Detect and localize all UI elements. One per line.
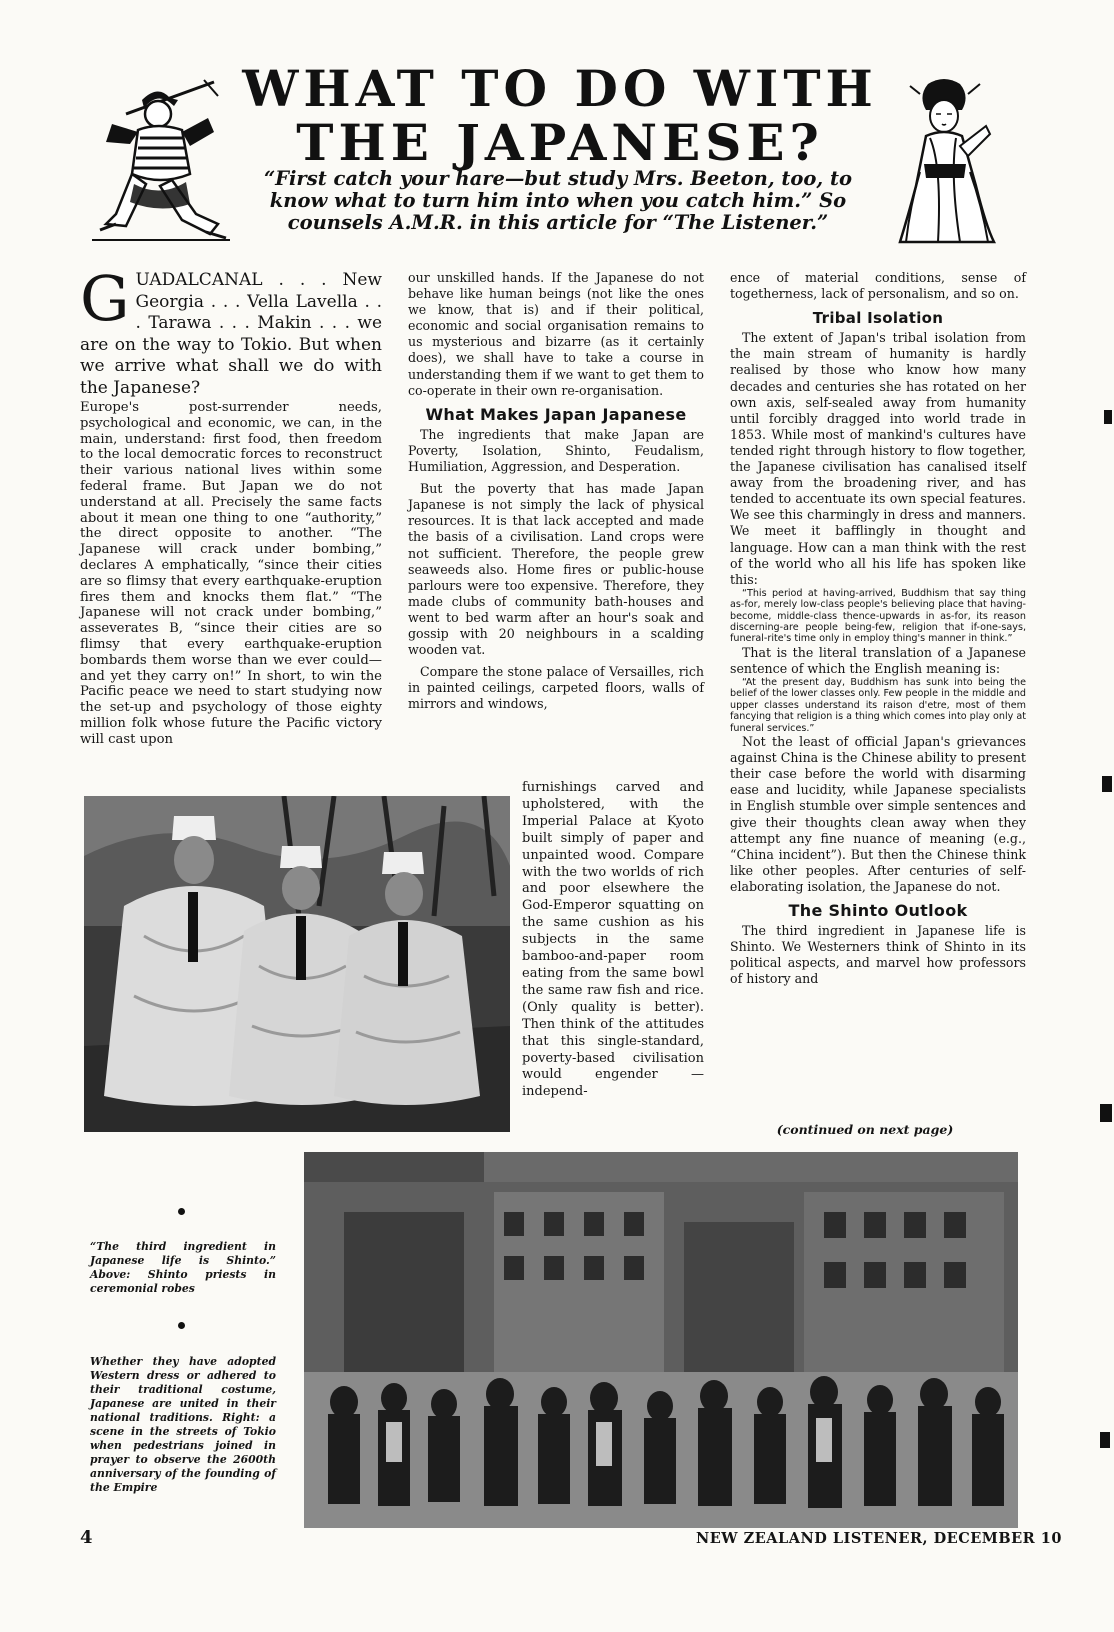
- col2-p4b: furnishings carved and upholstered, with the Imperial Palace at Kyoto built simply of paper and unpainted wood. Compare with the two worlds of rich and poor elsewhere the God-Emperor squatting on the same cushion as his subjects in the same bamboo-and-paper room eating from the same bowl the same raw fish and rice. (Only quality is better). Then think of the attitudes that this single-standard, poverty-based civilisation would engender — independ-: [522, 780, 704, 1100]
- page-number: 4: [80, 1527, 93, 1548]
- col2-p4a: Compare the stone palace of Versailles, rich in painted ceilings, carpeted floors, walls of mirrors and windows,: [408, 664, 704, 712]
- col2-p1: our unskilled hands. If the Japanese do not behave like human beings (not like the ones we know, that is) and if their political, economic and social organisation remains to us mysterious and bizarre (as it certainly does), we shall have to take a course in understanding them if we want to get them to co-operate in their own re-organisation.: [408, 270, 704, 398]
- col2-p2: The ingredients that make Japan are Poverty, Isolation, Shinto, Feudalism, Humiliation, Aggression, and Desperation.: [408, 426, 704, 475]
- literal-translation-quote: “This period at having-arrived, Buddhism that say thing as-for, merely low-class people's believing place that having-become, middle-class thence-upwards in as-for, its reason discerning-are people being-few, religion that if-one-says, funeral-rite's time only in employ thing's manner in think.”: [730, 587, 1026, 645]
- lead-text: UADALCANAL . . . New Georgia . . . Vella Lavella . . . Tarawa . . . Makin . . . we are on the way to Tokio. But when we arrive what shall we do with the Japanese?: [80, 270, 382, 398]
- column-1: [80, 262, 382, 748]
- masthead-footer: NEW ZEALAND LISTENER, DECEMBER 10: [696, 1530, 1062, 1547]
- continued-note: (continued on next page): [776, 1122, 954, 1137]
- margin-mark-2: [1102, 776, 1112, 792]
- caption-bullet-2: [178, 1322, 185, 1329]
- heading-what-makes-japan: What Makes Japan Japanese: [425, 404, 687, 424]
- headline-line-1: WHAT TO DO WITH: [242, 59, 878, 118]
- geisha-illustration: [890, 76, 1000, 248]
- street-caption: Whether they have adopted Western dress or adhered to their traditional costume, Japanese are united in their national traditions. Right: a scene in the streets of Tokio when pedestrians joined in prayer to observe the 2600th anniversary of the founding of the Empire: [90, 1355, 276, 1494]
- priests-caption: “The third ingredient in Japanese life is Shinto.” Above: Shinto priests in ceremonial robes: [90, 1240, 276, 1295]
- standfirst: “First catch your hare—but study Mrs. Beeton, too, to know what to turn him into when you catch him.” So counsels A.M.R. in this article for “The Listener.”: [263, 167, 853, 234]
- heading-shinto-outlook: The Shinto Outlook: [788, 900, 968, 920]
- drop-cap: G: [80, 262, 130, 335]
- margin-mark-3: [1100, 1104, 1112, 1122]
- col3-p5: The third ingredient in Japanese life is Shinto. We Westerners think of Shinto in its political aspects, and marvel how professors of history and: [730, 923, 1026, 987]
- shinto-priests-photo: [84, 796, 510, 1132]
- col3-p3: That is the literal translation of a Japanese sentence of which the English meaning is:: [730, 644, 1026, 676]
- column-2: [408, 270, 704, 712]
- lead-paragraph: [80, 262, 382, 399]
- headline-line-2: THE JAPANESE?: [296, 113, 824, 172]
- margin-mark-4: [1100, 1432, 1110, 1448]
- column-3: [730, 270, 1026, 987]
- tokio-street-photo: [304, 1152, 1018, 1528]
- caption-bullet-1: [178, 1208, 185, 1215]
- col3-p1: ence of material conditions, sense of togetherness, lack of personalism, and so on.: [730, 270, 1026, 302]
- col1-body: Europe's post-surrender needs, psychological and economic, we can, in the main, understand: first food, then freedom to the local democratic forces to reconstruct their various national lives within some federal frame. But Japan we do not understand at all. Precisely the same facts about it mean one thing to one “authority,” the direct opposite to another. “The Japanese will crack under bombing,” declares A emphatically, “since their cities are so flimsy that every earthquake-eruption fires them and knocks them flat.” “The Japanese will not crack under bombing,” asseverates B, “since their cities are so flimsy that every earthquake-eruption bombards them worse than we ever could—and yet they carry on!” In short, to win the Pacific peace we need to start studying now the set-up and psychology of those eighty million folk whose future the Pacific victory will cast upon: [80, 400, 382, 747]
- article-headline: [240, 59, 880, 172]
- col3-p2: The extent of Japan's tribal isolation from the main stream of humanity is hardly realised by those who know how many decades and centuries she has rotated on her own axis, self-sealed away from humanity until forcibly dragged into world trade in 1853. While most of mankind's cultures have tended right through history to flow together, the Japanese civilisation has canalised itself away from the broadening river, and has tended to accentuate its own special features. We see this charmingly in dress and manners. We meet it bafflingly in thought and language. How can a man think with the rest of the world who all his life has spoken like this:: [730, 330, 1026, 587]
- samurai-illustration: [86, 74, 236, 249]
- margin-mark-1: [1104, 410, 1112, 424]
- english-meaning-quote: “At the present day, Buddhism has sunk into being the belief of the lower classes only. Few people in the middle and upper classes understand its raison d'etre, most of them fancying that religion is a thing which comes into play only at funeral services.”: [730, 677, 1027, 734]
- column-2-narrow: [522, 780, 704, 1101]
- heading-tribal-isolation: Tribal Isolation: [812, 309, 944, 328]
- col2-p3: But the poverty that has made Japan Japanese is not simply the lack of physical resources. It is that lack accepted and made the basis of a civilisation. Land crops were not sufficient. Therefore, the people grew seaweeds also. Home fires or public-house parlours were too expensive. Therefore, they made clubs of community bath-houses and went to bed warm after an hour's soak and gossip with 20 neighbours in a scalding wooden vat.: [408, 481, 704, 658]
- col3-p4: Not the least of official Japan's grievances against China is the Chinese ability to present their case before the world with disarming ease and lucidity, while Japanese specialists in English stumble over simple sentences and give their thoughts clean away when they attempt any fine nuance of meaning (e.g., “China incident”). But then the Chinese think like other peoples. After centuries of self-elaborating isolation, the Japanese do not.: [730, 734, 1026, 894]
